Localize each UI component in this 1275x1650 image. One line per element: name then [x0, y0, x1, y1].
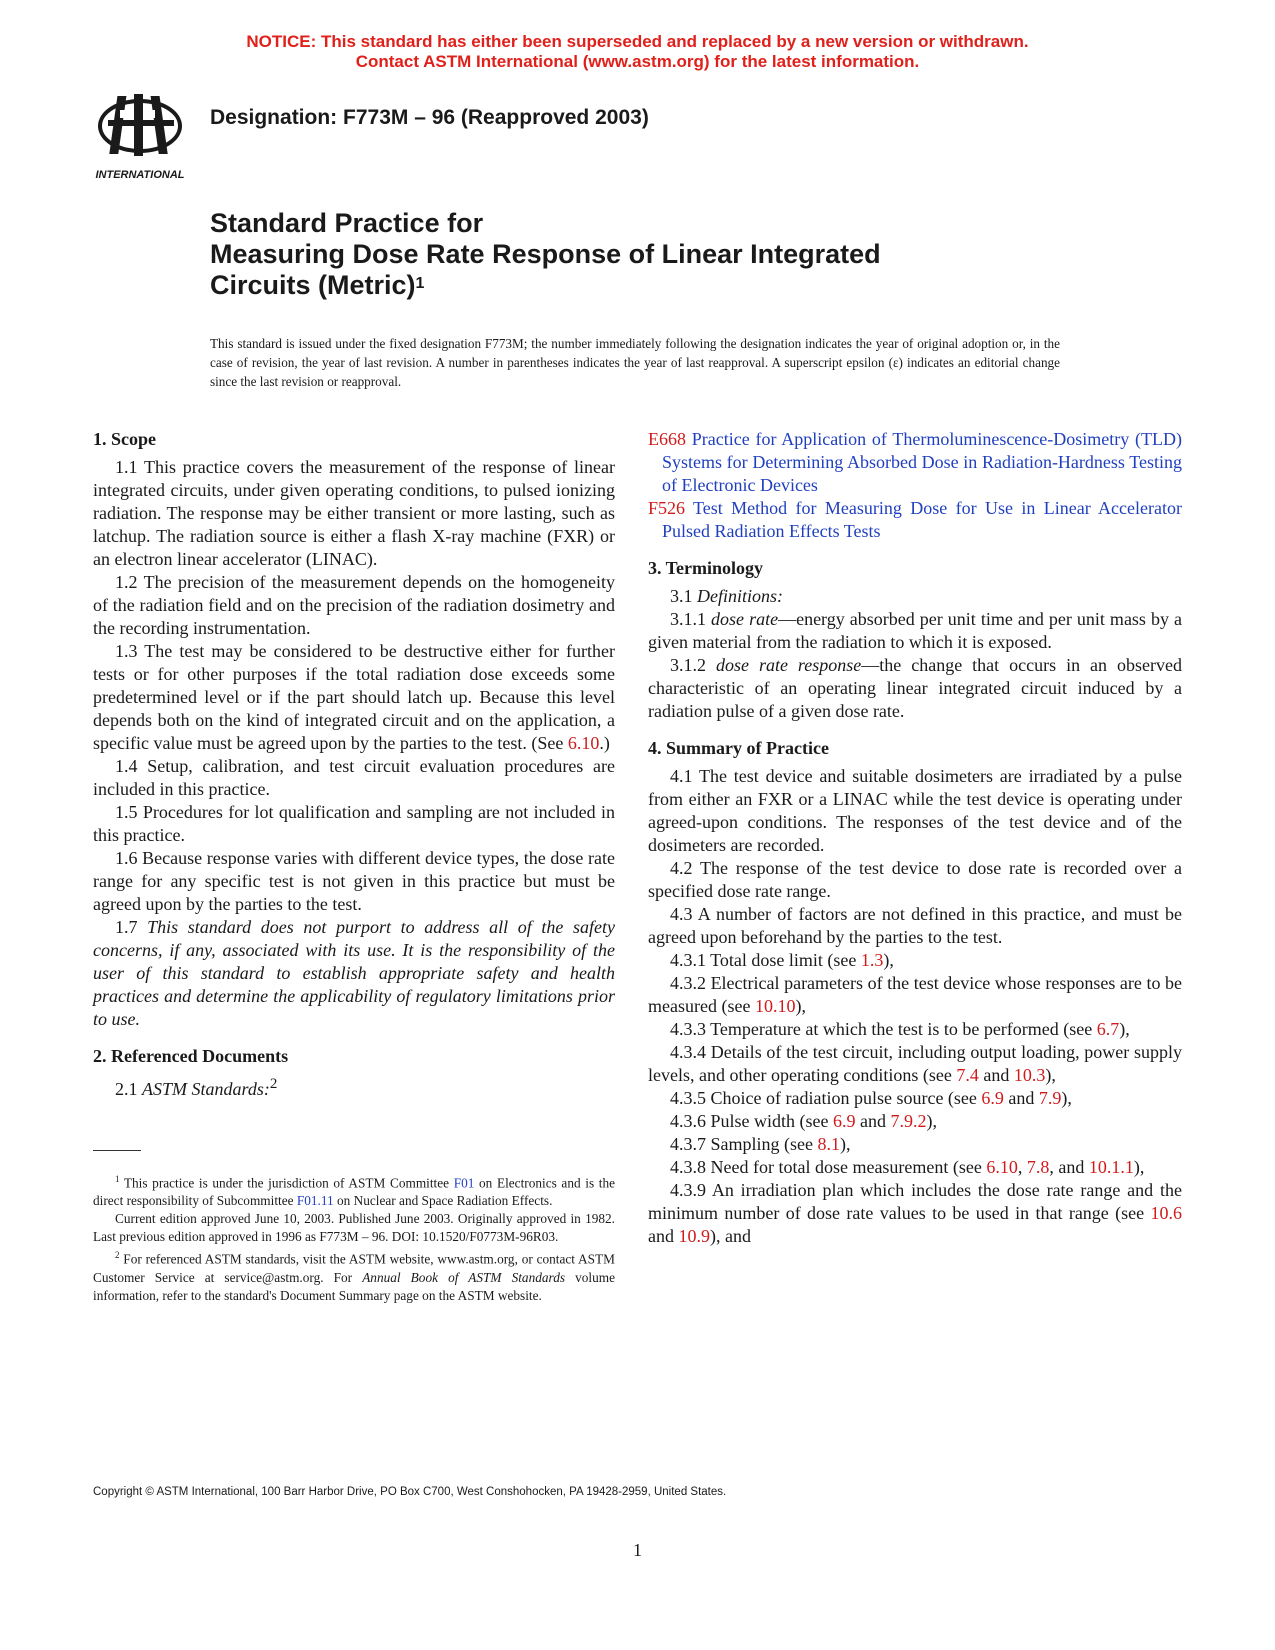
- link-e668[interactable]: E668: [648, 429, 686, 449]
- paragraph-4-3-7: 4.3.7 Sampling (see 8.1),: [670, 1134, 851, 1154]
- title-line-3: Circuits (Metric)$^1$: [210, 270, 425, 300]
- paragraph-3-1: 3.1 Definitions:: [670, 586, 783, 606]
- paragraph-4-3-2: 4.3.2 Electrical parameters of the test device whose responses are to be measured (see 10.10),: [648, 973, 1182, 1016]
- page-number: 1: [633, 1540, 642, 1560]
- link-10-3[interactable]: 10.3: [1013, 1065, 1046, 1085]
- paragraph-1-3: 1.3 The test may be considered to be destructive either for further tests or for other purposes if the total radiation dose exceeds some predetermined level or if the part should latch up. Because this level depends both on the kind of integrated circuit and on the application, a specific value must be agreed upon by the parties to the test. (See 6.10.): [93, 641, 615, 753]
- paragraph-1-7: 1.7 This standard does not purport to address all of the safety concerns, if any, associated with its use. It is the responsibility of the user of this standard to establish appropriate safety and health practices and determine the applicability of regulatory limitations prior to use.: [93, 917, 615, 1029]
- link-7-8[interactable]: 7.8: [1026, 1157, 1050, 1177]
- paragraph-3-1-2: 3.1.2 dose rate response—the change that occurs in an observed characteristic of an operating linear integrated circuit induced by a radiation pulse of a given dose rate.: [648, 655, 1182, 721]
- link-6-9-b[interactable]: 6.9: [832, 1111, 856, 1131]
- footnote-rule: [93, 1150, 141, 1151]
- paragraph-1-4: 1.4 Setup, calibration, and test circuit evaluation procedures are included in this practice.: [93, 756, 615, 799]
- issuance-note: This standard is issued under the fixed designation F773M; the number immediately following the designation indicates the year of original adoption or, in the case of revision, the year of last revision. A number in parentheses indicates the year of last reapproval. A superscript epsilon (ε) indicates an editorial change since the last revision or reapproval.: [210, 336, 1060, 389]
- title-footnote-mark[interactable]: 1: [415, 275, 425, 292]
- withdrawal-notice: [0, 32, 1275, 72]
- link-e668-title[interactable]: Practice for Application of Thermoluminescence-Dosimetry (TLD) Systems for Determining Absorbed Dose in Radiation-Hardness Testing of Electronic Devices: [662, 429, 1182, 495]
- notice-line-1: NOTICE: This standard has either been superseded and replaced by a new version or withdrawn.: [246, 32, 1029, 51]
- paragraph-4-1: 4.1 The test device and suitable dosimeters are irradiated by a pulse from either an FXR or a LINAC while the test device is operating under agreed-upon conditions. The responses of the test device and of the dosimeters are recorded.: [648, 766, 1182, 855]
- section-heading-summary: 4. Summary of Practice: [648, 738, 829, 758]
- paragraph-2-1: 2.1 ASTM Standards:$^2$: [115, 1076, 278, 1099]
- footnotes: [93, 1170, 615, 1305]
- section-heading-referenced-documents: 2. Referenced Documents: [93, 1046, 289, 1066]
- reference-f526: [648, 497, 1182, 543]
- paragraph-4-2: 4.2 The response of the test device to dose rate is recorded over a specified dose rate range.: [648, 858, 1182, 901]
- link-6-10[interactable]: 6.10: [567, 733, 600, 753]
- paragraph-4-3-5: 4.3.5 Choice of radiation pulse source (see 6.9 and 7.9),: [670, 1088, 1072, 1108]
- paragraph-4-3-1: 4.3.1 Total dose limit (see 1.3),: [670, 950, 894, 970]
- link-7-9[interactable]: 7.9: [1038, 1088, 1062, 1108]
- designation: Designation: F773M – 96 (Reapproved 2003): [210, 106, 649, 129]
- left-column: [93, 428, 615, 1101]
- link-10-6[interactable]: 10.6: [1150, 1203, 1182, 1223]
- title-line-1: Standard Practice for: [210, 208, 484, 238]
- notice-line-2: Contact ASTM International (www.astm.org) for the latest information.: [355, 52, 920, 71]
- link-6-9[interactable]: 6.9: [981, 1088, 1004, 1108]
- footnote-2: $^2$ For referenced ASTM standards, visit the ASTM website, www.astm.org, or contact ASTM Customer Service at service@astm.org. For Annual Book of ASTM Standards volume information, refer to the standard's Document Summary page on the ASTM website.: [93, 1250, 615, 1303]
- paragraph-1-1: 1.1 This practice covers the measurement of the response of linear integrated circuits, under given operating conditions, to pulsed ionizing radiation. The response may be either transient or more lasting, such as latchup. The radiation source is either a flash X-ray machine (FXR) or an electron linear accelerator (LINAC).: [93, 457, 615, 569]
- link-8-1[interactable]: 8.1: [817, 1134, 840, 1154]
- title-line-2: Measuring Dose Rate Response of Linear Integrated: [210, 239, 881, 269]
- reference-e668: [648, 428, 1182, 497]
- astm-logo-icon: [90, 92, 190, 184]
- link-7-4[interactable]: 7.4: [956, 1065, 979, 1085]
- footnote-1-edition: Current edition approved June 10, 2003. Published June 2003. Originally approved in 1982. Last previous edition approved in 1996 as F773M – 96. DOI: 10.1520/F0773M-96R03.: [93, 1211, 615, 1245]
- right-column: [648, 428, 1182, 1248]
- paragraph-3-1-1: 3.1.1 dose rate—energy absorbed per unit time and per unit mass by a given material from the radiation to which it is exposed.: [648, 609, 1182, 652]
- link-10-1-1[interactable]: 10.1.1: [1088, 1157, 1134, 1177]
- link-f526-title[interactable]: Test Method for Measuring Dose for Use in Linear Accelerator Pulsed Radiation Effects Tests: [662, 498, 1182, 541]
- paragraph-4-3-4: 4.3.4 Details of the test circuit, including output loading, power supply levels, and other operating conditions (see 7.4 and 10.3),: [648, 1042, 1182, 1085]
- footnote-mark-2[interactable]: 2: [269, 1076, 278, 1092]
- link-10-10[interactable]: 10.10: [754, 996, 796, 1016]
- paragraph-4-3-6: 4.3.6 Pulse width (see 6.9 and 7.9.2),: [670, 1111, 937, 1131]
- footnote-1: $^1$ This practice is under the jurisdiction of ASTM Committee F01 on Electronics and is the direct responsibility of Subcommittee F01.11 on Nuclear and Space Radiation Effects.: [93, 1174, 615, 1209]
- link-subcommittee-f01-11[interactable]: F01.11: [296, 1193, 334, 1209]
- link-7-9-2[interactable]: 7.9.2: [890, 1111, 927, 1131]
- link-1-3[interactable]: 1.3: [860, 950, 884, 970]
- astm-logo: [90, 92, 190, 184]
- paragraph-1-6: 1.6 Because response varies with different device types, the dose rate range for any specific test is not given in this practice but must be agreed upon by the parties to the test.: [93, 848, 615, 914]
- paragraph-1-2: 1.2 The precision of the measurement depends on the homogeneity of the radiation field and on the precision of the radiation dosimetry and the recording instrumentation.: [93, 572, 615, 638]
- logo-wordmark: INTERNATIONAL: [95, 169, 185, 181]
- section-heading-scope: 1. Scope: [93, 429, 156, 449]
- document-title: [210, 208, 881, 301]
- link-10-9[interactable]: 10.9: [678, 1226, 710, 1246]
- paragraph-4-3: 4.3 A number of factors are not defined in this practice, and must be agreed upon beforehand by the parties to the test.: [648, 904, 1182, 947]
- paragraph-4-3-3: 4.3.3 Temperature at which the test is to be performed (see 6.7),: [670, 1019, 1130, 1039]
- paragraph-4-3-9: 4.3.9 An irradiation plan which includes the dose rate range and the minimum number of dose rate values to be used in that range (see 10.6 and 10.9), and: [648, 1180, 1182, 1246]
- section-heading-terminology: 3. Terminology: [648, 558, 764, 578]
- link-f526[interactable]: F526: [648, 498, 686, 518]
- paragraph-1-5: 1.5 Procedures for lot qualification and sampling are not included in this practice.: [93, 802, 615, 845]
- link-committee-f01[interactable]: F01: [453, 1175, 475, 1191]
- copyright-notice: Copyright © ASTM International, 100 Barr Harbor Drive, PO Box C700, West Conshohocken, PA 19428-2959, United States.: [93, 1486, 727, 1498]
- paragraph-4-3-8: 4.3.8 Need for total dose measurement (see 6.10, 7.8, and 10.1.1),: [670, 1157, 1145, 1177]
- link-6-7[interactable]: 6.7: [1096, 1019, 1120, 1039]
- link-6-10-b[interactable]: 6.10: [986, 1157, 1018, 1177]
